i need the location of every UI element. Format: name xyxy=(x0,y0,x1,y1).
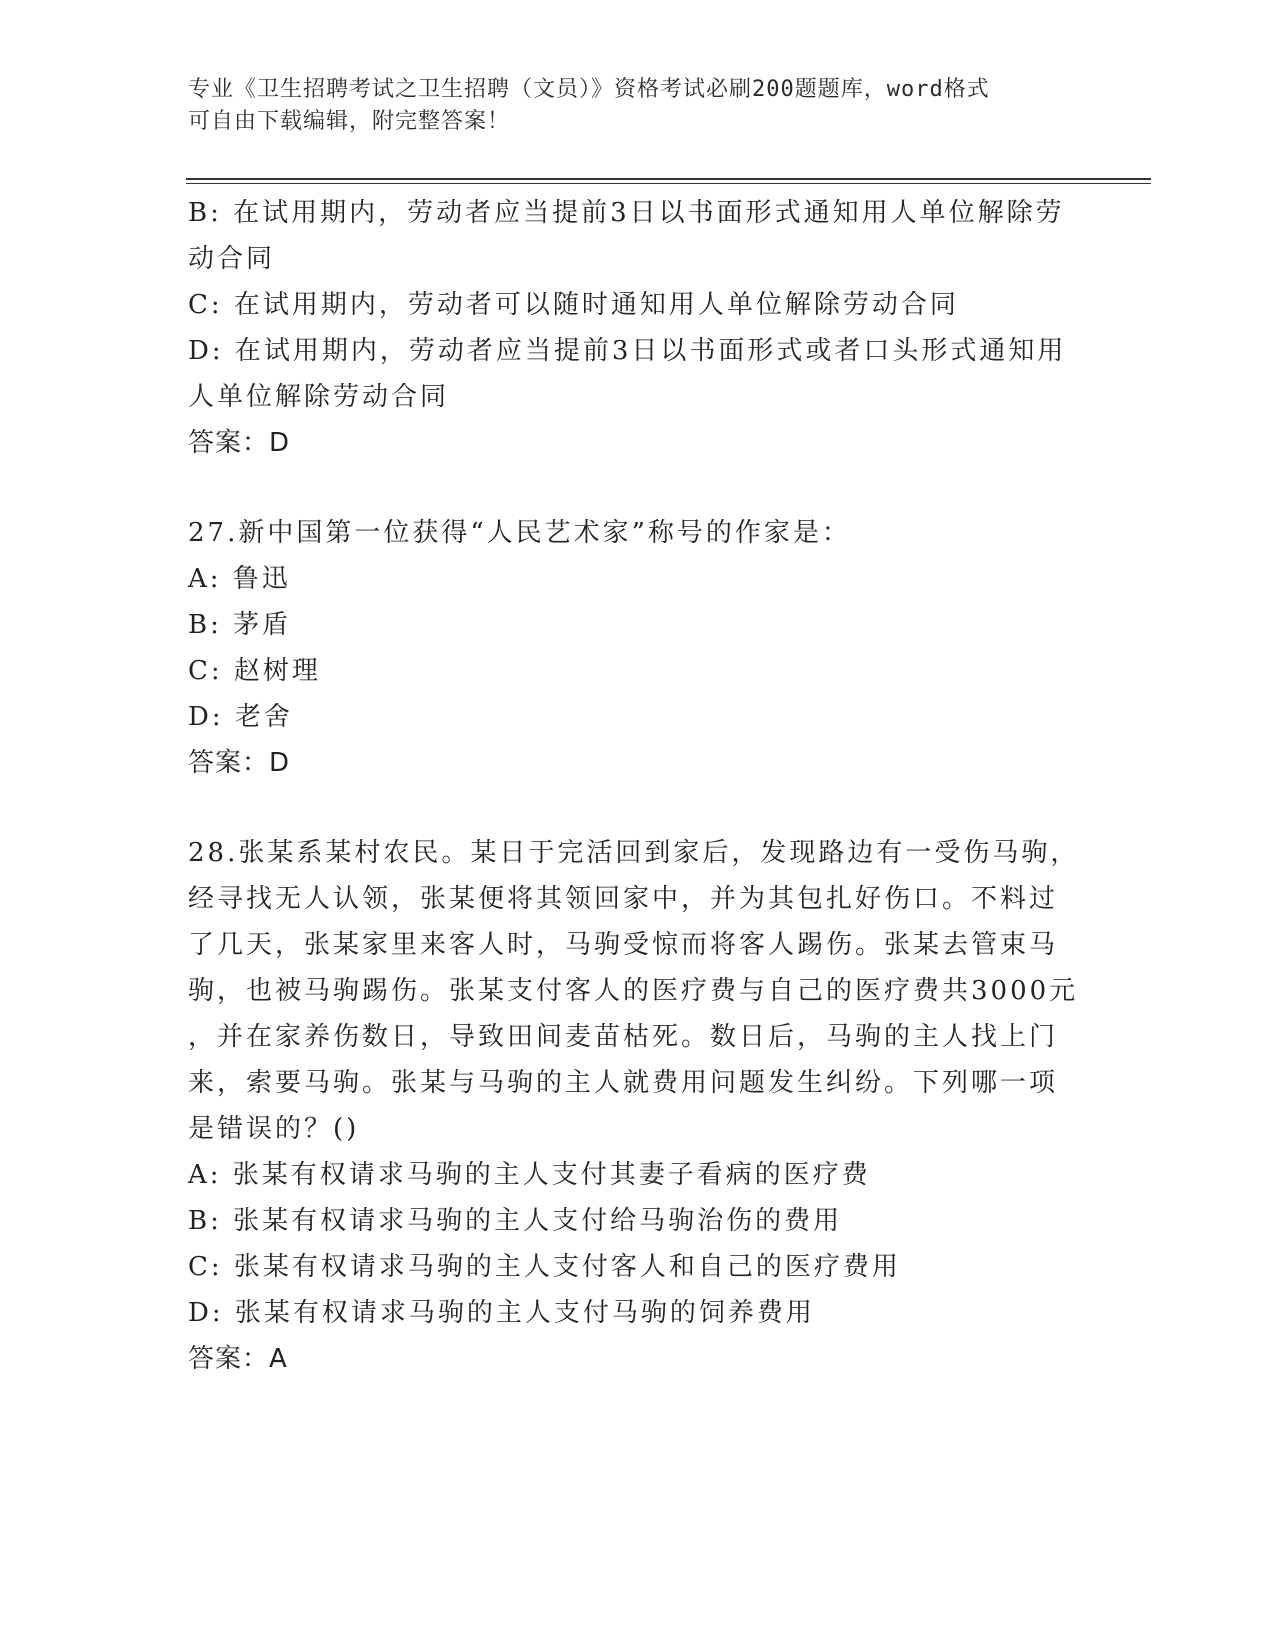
q28-question-line-7: 是错误的？() xyxy=(188,1114,360,1144)
q28-option-b: B: 张某有权请求马驹的主人支付给马驹治伤的费用 xyxy=(188,1206,843,1236)
q27-option-d: D: 老舍 xyxy=(188,702,293,732)
q27-option-b: B: 茅盾 xyxy=(188,610,292,640)
q28-option-a: A: 张某有权请求马驹的主人支付其妻子看病的医疗费 xyxy=(188,1160,871,1190)
spacer xyxy=(188,786,1088,830)
q26-option-d-line-1: D: 在试用期内，劳动者应当提前3日以书面形式或者口头形式通知用 xyxy=(188,336,1067,366)
q28-question-line-3: 了几天，张某家里来客人时，马驹受惊而将客人踢伤。张某去管束马 xyxy=(188,930,1059,960)
q28-option-d: D: 张某有权请求马驹的主人支付马驹的饲养费用 xyxy=(188,1298,815,1328)
q26-option-b-line-2: 动合同 xyxy=(188,244,276,274)
header-divider-thin xyxy=(186,183,1151,184)
q28-question-line-1: 28.张某系某村农民。某日于完活回到家后，发现路边有一受伤马驹， xyxy=(188,838,1080,868)
q27-answer: 答案：D xyxy=(188,748,291,778)
header-line-2: 可自由下载编辑，附完整答案！ xyxy=(188,109,511,134)
document-body xyxy=(188,190,1088,1382)
q26-option-c: C: 在试用期内，劳动者可以随时通知用人单位解除劳动合同 xyxy=(188,290,959,320)
q28-question-line-6: 来，索要马驹。张某与马驹的主人就费用问题发生纠纷。下列哪一项 xyxy=(188,1068,1059,1098)
spacer xyxy=(188,466,1088,510)
document-header xyxy=(188,74,1068,138)
question-26 xyxy=(188,190,1088,466)
q27-question: 27.新中国第一位获得“人民艺术家”称号的作家是： xyxy=(188,518,851,548)
q28-question-line-5: ，并在家养伤数日，导致田间麦苗枯死。数日后，马驹的主人找上门 xyxy=(188,1022,1059,1052)
header-divider-thick xyxy=(186,178,1151,180)
question-28 xyxy=(188,830,1088,1382)
q28-question-line-2: 经寻找无人认领，张某便将其领回家中，并为其包扎好伤口。不料过 xyxy=(188,884,1059,914)
q26-option-d-line-2: 人单位解除劳动合同 xyxy=(188,382,450,412)
question-27 xyxy=(188,510,1088,786)
q26-option-b-line-1: B: 在试用期内，劳动者应当提前3日以书面形式通知用人单位解除劳 xyxy=(188,198,1065,228)
q27-option-c: C: 赵树理 xyxy=(188,656,321,686)
q26-answer: 答案：D xyxy=(188,428,291,458)
q28-answer: 答案：A xyxy=(188,1344,288,1374)
q28-option-c: C: 张某有权请求马驹的主人支付客人和自己的医疗费用 xyxy=(188,1252,901,1282)
header-line-1: 专业《卫生招聘考试之卫生招聘（文员）》资格考试必刷200题题库，word格式 xyxy=(188,77,990,102)
q27-option-a: A: 鲁迅 xyxy=(188,564,291,594)
q28-question-line-4: 驹，也被马驹踢伤。张某支付客人的医疗费与自己的医疗费共3000元 xyxy=(188,976,1079,1006)
